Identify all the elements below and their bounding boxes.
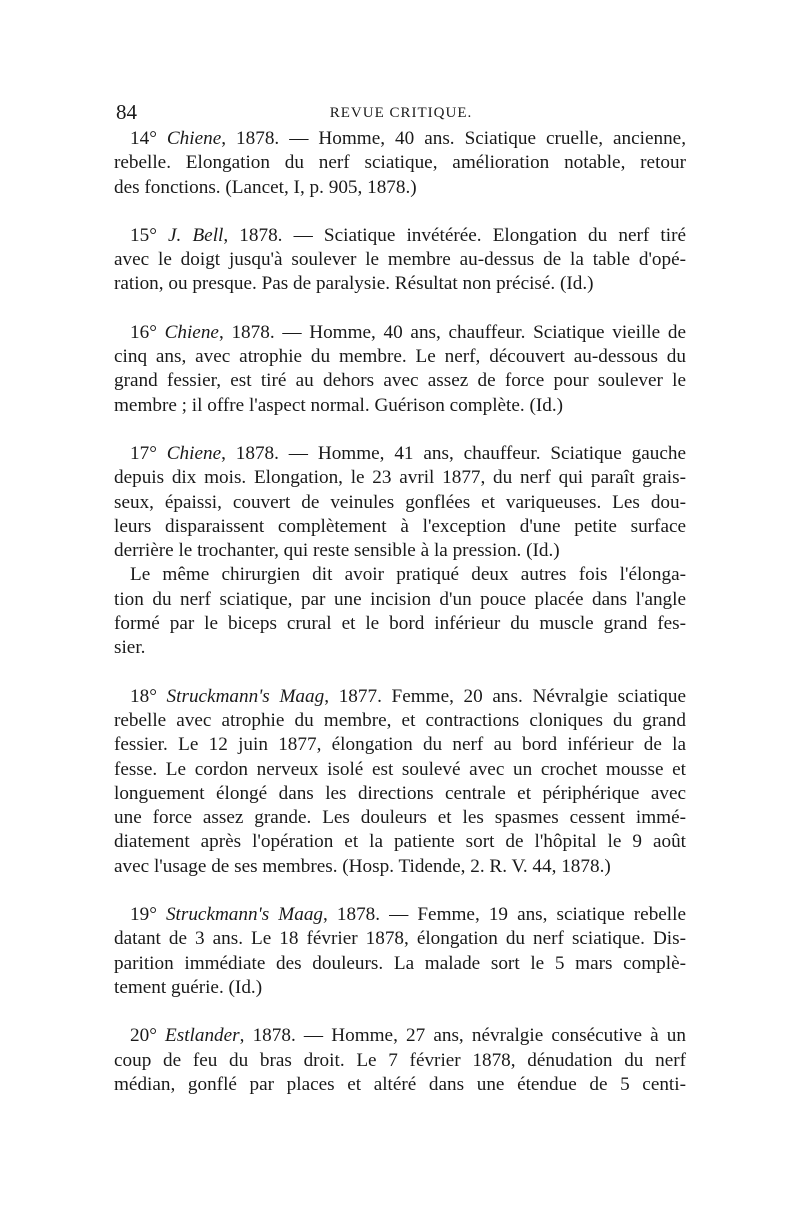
entry-line (114, 758, 686, 782)
entry-text: longuement élongé dans les directions centrale et périphérique avec (114, 782, 686, 804)
paragraph-gap (114, 879, 686, 903)
case-entry (114, 224, 686, 297)
entry-line (114, 345, 686, 369)
entry-text: , 1878. — Femme, 19 ans, sciatique rebelle (323, 904, 686, 926)
entry-first-line (114, 1024, 686, 1048)
entry-text: rebelle. Elongation du nerf sciatique, amélioration notable, retour (114, 152, 686, 174)
entry-number: 17° (130, 442, 167, 464)
entry-text: avec le doigt jusqu'à soulever le membre au-dessus de la table d'opé- (114, 249, 686, 271)
case-entry (114, 1024, 686, 1097)
entry-line (114, 1049, 686, 1073)
entry-number: 20° (130, 1025, 166, 1047)
case-entry (114, 903, 686, 1000)
entry-text: depuis dix mois. Elongation, le 23 avril 1877, du nerf qui paraît grais- (114, 467, 686, 489)
entry-text: rebelle avec atrophie du membre, et contractions cloniques du grand (114, 709, 686, 731)
entry-number: 19° (130, 904, 166, 926)
entry-text: fesse. Le cordon nerveux isolé est soulevé avec un crochet mousse et (114, 758, 686, 780)
case-entry (114, 442, 686, 661)
entry-text: derrière le trochanter, qui reste sensible à la pression. (Id.) (114, 540, 560, 562)
page-number: 84 (116, 100, 137, 124)
entry-line (114, 782, 686, 806)
paragraph-gap (114, 1000, 686, 1024)
entry-line (114, 636, 686, 660)
entry-line (114, 515, 686, 539)
entry-text: tion du nerf sciatique, par une incision d'un pouce placée dans l'angle (114, 588, 686, 610)
entry-text: , 1878. — Sciatique invétérée. Elongation du nerf tiré (223, 224, 686, 246)
entry-text: diatement après l'opération et la patiente sort de l'hôpital le 9 août (114, 831, 686, 853)
entry-text: , 1878. — Homme, 41 ans, chauffeur. Sciatique gauche (221, 442, 686, 464)
entry-text: des fonctions. (Lancet, I, p. 905, 1878.) (114, 176, 417, 198)
entry-line (114, 151, 686, 175)
entry-line (114, 369, 686, 393)
entry-text: coup de feu du bras droit. Le 7 février 1878, dénudation du nerf (114, 1049, 686, 1071)
entry-number: 18° (130, 685, 167, 707)
entry-author: Chiene (166, 128, 222, 149)
entry-first-line (114, 903, 686, 927)
entry-line (114, 1073, 686, 1097)
entry-text: fessier. Le 12 juin 1877, élongation du nerf au bord inférieur de la (114, 734, 686, 756)
entry-number: 15° (130, 224, 168, 246)
entry-text: Le même chirurgien dit avoir pratiqué deux autres fois l'élonga- (130, 564, 686, 586)
paragraph-gap (114, 200, 686, 224)
entry-text: sier. (114, 637, 146, 659)
entry-author: Chiene (164, 321, 219, 343)
body-text (114, 127, 686, 1097)
entry-author: Estlander (165, 1025, 240, 1047)
entry-text: leurs disparaissent complètement à l'exception d'une petite surface (114, 515, 686, 537)
entry-line (114, 272, 686, 296)
entry-line (114, 176, 686, 200)
entry-text: , 1878. — Homme, 40 ans. Sciatique cruelle, ancienne, (221, 128, 686, 149)
entry-first-line (114, 685, 686, 709)
entry-line (114, 588, 686, 612)
entry-text: membre ; il offre l'aspect normal. Guérison complète. (Id.) (114, 394, 564, 416)
entry-line (114, 952, 686, 976)
entry-first-line (114, 442, 686, 466)
entry-author: Struckmann's Maag (165, 904, 324, 926)
entry-line (114, 830, 686, 854)
entry-text: tement guérie. (Id.) (114, 976, 263, 998)
entry-author: Struckmann's Maag (166, 685, 325, 707)
entry-line (114, 806, 686, 830)
entry-number: 14° (130, 128, 167, 149)
entry-text: ration, ou presque. Pas de paralysie. Résultat non précisé. (Id.) (114, 273, 594, 295)
entry-text: datant de 3 ans. Le 18 février 1878, élongation du nerf sciatique. Dis- (114, 928, 686, 950)
entry-text: , 1878. — Homme, 27 ans, névralgie consécutive à un (239, 1025, 686, 1047)
entry-line (114, 491, 686, 515)
paragraph-gap (114, 418, 686, 442)
entry-text: formé par le biceps crural et le bord inférieur du muscle grand fes- (114, 613, 686, 635)
running-title: REVUE CRITIQUE. (329, 105, 473, 121)
entry-number: 16° (130, 321, 165, 343)
case-entry (114, 685, 686, 879)
entry-line (114, 539, 686, 563)
entry-line (114, 466, 686, 490)
entry-first-line (114, 224, 686, 248)
entry-line (114, 709, 686, 733)
entry-line (114, 248, 686, 272)
entry-text: , 1877. Femme, 20 ans. Névralgie sciatique (324, 685, 686, 707)
entry-line (114, 927, 686, 951)
paragraph-gap (114, 661, 686, 685)
entry-author: J. Bell (168, 224, 224, 246)
entry-text: seux, épaissi, couvert de veinules gonflées et variqueuses. Les dou- (114, 491, 686, 513)
entry-text: , 1878. — Homme, 40 ans, chauffeur. Sciatique vieille de (218, 321, 686, 343)
entry-line (114, 855, 686, 879)
entry-text: cinq ans, avec atrophie du membre. Le nerf, découvert au-dessous du (114, 346, 686, 368)
paragraph-gap (114, 297, 686, 321)
entry-line (114, 733, 686, 757)
entry-line (114, 976, 686, 1000)
case-entry (114, 127, 686, 200)
entry-text: grand fessier, est tiré au dehors avec assez de force pour soulever le (114, 370, 686, 392)
entry-text: parition immédiate des douleurs. La malade sort le 5 mars complè- (114, 952, 686, 974)
page-header (116, 100, 686, 124)
entry-line (114, 563, 686, 587)
entry-first-line (114, 127, 686, 151)
entry-text: médian, gonflé par places et altéré dans une étendue de 5 centi- (114, 1073, 686, 1095)
entry-first-line (114, 321, 686, 345)
case-entry (114, 321, 686, 418)
entry-text: avec l'usage de ses membres. (Hosp. Tidende, 2. R. V. 44, 1878.) (114, 855, 611, 877)
entry-author: Chiene (166, 442, 222, 464)
entry-line (114, 394, 686, 418)
entry-text: une force assez grande. Les douleurs et les spasmes cessent immé- (114, 807, 686, 829)
entry-line (114, 612, 686, 636)
